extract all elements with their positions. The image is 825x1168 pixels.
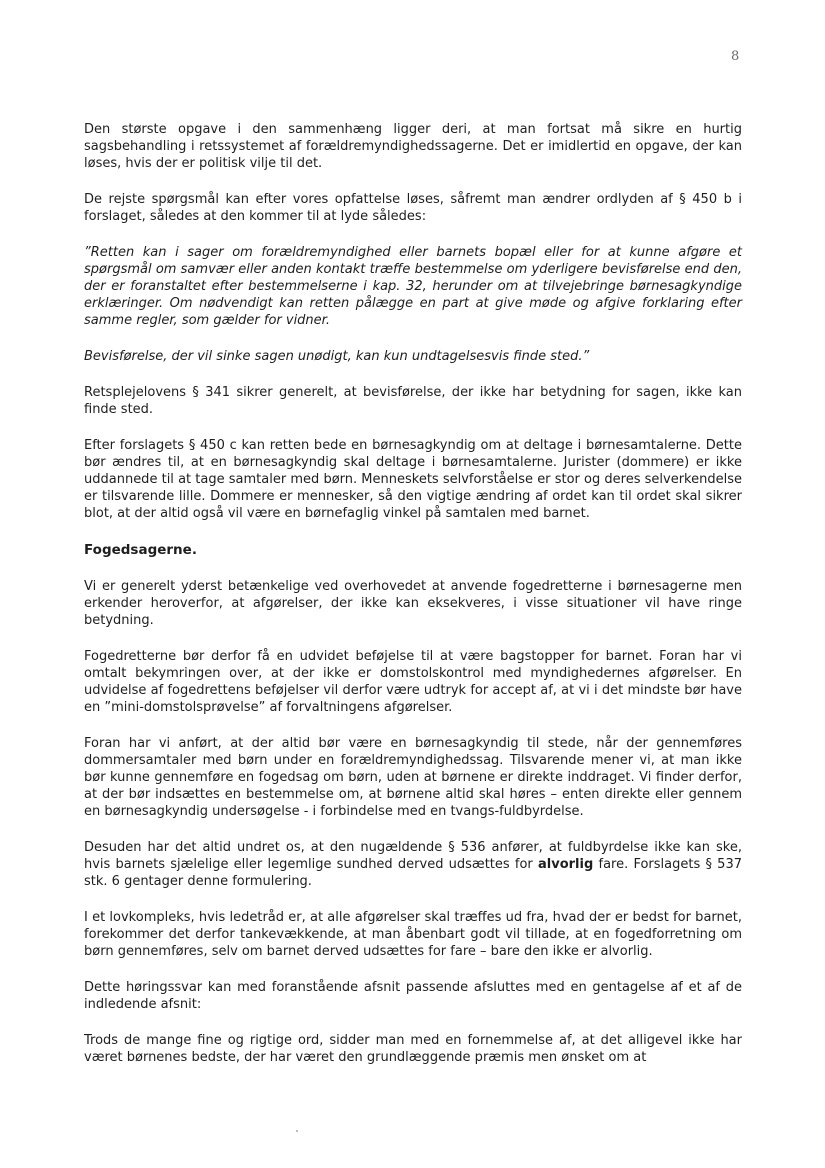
- footer-mark: [296, 1130, 298, 1132]
- paragraph-ordlyd-450b: De rejste spørgsmål kan efter vores opfattelse løses, såfremt man ændrer ordlyden af § 450 b i forslaget, således at den kommer til at lyde således:: [84, 192, 742, 224]
- paragraph-536-text-b: fare. Forslagets § 537 stk. 6 gentager denne formulering.: [84, 857, 742, 889]
- quoted-provision-end: Bevisførelse, der vil sinke sagen unødigt, kan kun undtagelsesvis finde sted.”: [84, 349, 590, 364]
- page-number: 8: [731, 49, 740, 64]
- paragraph-retsplejelov-341: Retsplejelovens § 341 sikrer generelt, at bevisførelse, der ikke har betydning for sagen, ikke kan finde sted.: [84, 385, 742, 417]
- section-heading: Fogedsagerne.: [84, 542, 197, 558]
- document-body: [84, 121, 742, 1066]
- paragraph-afslutning: Dette høringssvar kan med foranstående afsnit passende afsluttes med en gentagelse af et af de indledende afsnit:: [84, 980, 742, 1012]
- paragraph-boernesagkyndig: Foran har vi anført, at der altid bør være en børnesagkyndig til stede, når der gennemføres dommersamtaler med børn under en forældremyndighedssag. Tilsvarende mener vi, at man ikke bør kunne gennemføre en fogedsag om børn, uden at børnene er direkte inddraget. Vi finder derfor, at der bør indsættes en bestemmelse om, at børnene altid skal høres – enten direkte eller gennem en børnesagkyndig undersøgelse - i forbindelse med en tvangs-fuldbyrdelse.: [84, 736, 742, 819]
- paragraph-536: [84, 839, 742, 890]
- paragraph-536-text-a: Desuden har det altid undret os, at den nugældende § 536 anfører, at fuldbyrdelse ikke kan ske, hvis barnets sjælelige eller legemlige sundhed derved udsættes for: [84, 840, 742, 872]
- quoted-provision: ”Retten kan i sager om forældremyndighed eller barnets bopæl eller for at kunne afgøre et spørgsmål om samvær eller anden kontakt træffe bestemmelse om yderligere bevisførelse end den, der er foranstaltet efter bestemmelserne i kap. 32, herunder om at tilvejebringe børnesagkyndige erklæringer. Om nødvendigt kan retten pålægge en part at give møde og afgive forklaring efter samme regler, som gælder for vidner.: [84, 245, 742, 328]
- paragraph-lovkompleks: I et lovkompleks, hvis ledetråd er, at alle afgørelser skal træffes ud fra, hvad der er bedst for barnet, forekommer det derfor tankevækkende, at man åbenbart godt vil tillade, at en fogedforretning om børn gennemføres, selv om barnet derved udsættes for fare – bare den ikke er alvorlig.: [84, 910, 742, 959]
- paragraph-sagsbehandling: Den største opgave i den sammenhæng ligger deri, at man fortsat må sikre en hurtig sagsbehandling i retssystemet af forældremyndighedssagerne. Det er imidlertid en opgave, der kan løses, hvis der er politisk vilje til det.: [84, 122, 742, 171]
- emphasis-alvorlig: alvorlig: [538, 857, 594, 872]
- paragraph-forslag-450c: Efter forslagets § 450 c kan retten bede en børnesagkyndig om at deltage i børnesamtalerne. Dette bør ændres til, at en børnesagkyndig skal deltage i børnesamtalerne. Jurister (dommere) er ikke uddannede til at tage samtaler med børn. Menneskets selvforståelse er stor og deres selverkendelse er tilsvarende lille. Dommere er mennesker, så den vigtige ændring af ordet kan til ordet skal sikrer blot, at der altid også vil være en børnefaglig vinkel på samtalen med barnet.: [84, 438, 742, 521]
- paragraph-trods: Trods de mange fine og rigtige ord, sidder man med en fornemmelse af, at det alligevel ikke har været børnenes bedste, der har været den grundlæggende præmis men ønsket om at: [84, 1033, 742, 1065]
- paragraph-bagstopper: Fogedretterne bør derfor få en udvidet beføjelse til at være bagstopper for barnet. Foran har vi omtalt bekymringen over, at der ikke er domstolskontrol med myndighedernes afgørelser. En udvidelse af fogedrettens beføjelser vil derfor være udtryk for accept af, at vi i det mindste bør have en ”mini-domstolsprøvelse” af forvaltningens afgørelser.: [84, 649, 742, 715]
- paragraph-fogedretter-intro: Vi er generelt yderst betænkelige ved overhovedet at anvende fogedretterne i børnesagerne men erkender heroverfor, at afgørelser, der ikke kan eksekveres, i visse situationer vil have ringe betydning.: [84, 579, 742, 628]
